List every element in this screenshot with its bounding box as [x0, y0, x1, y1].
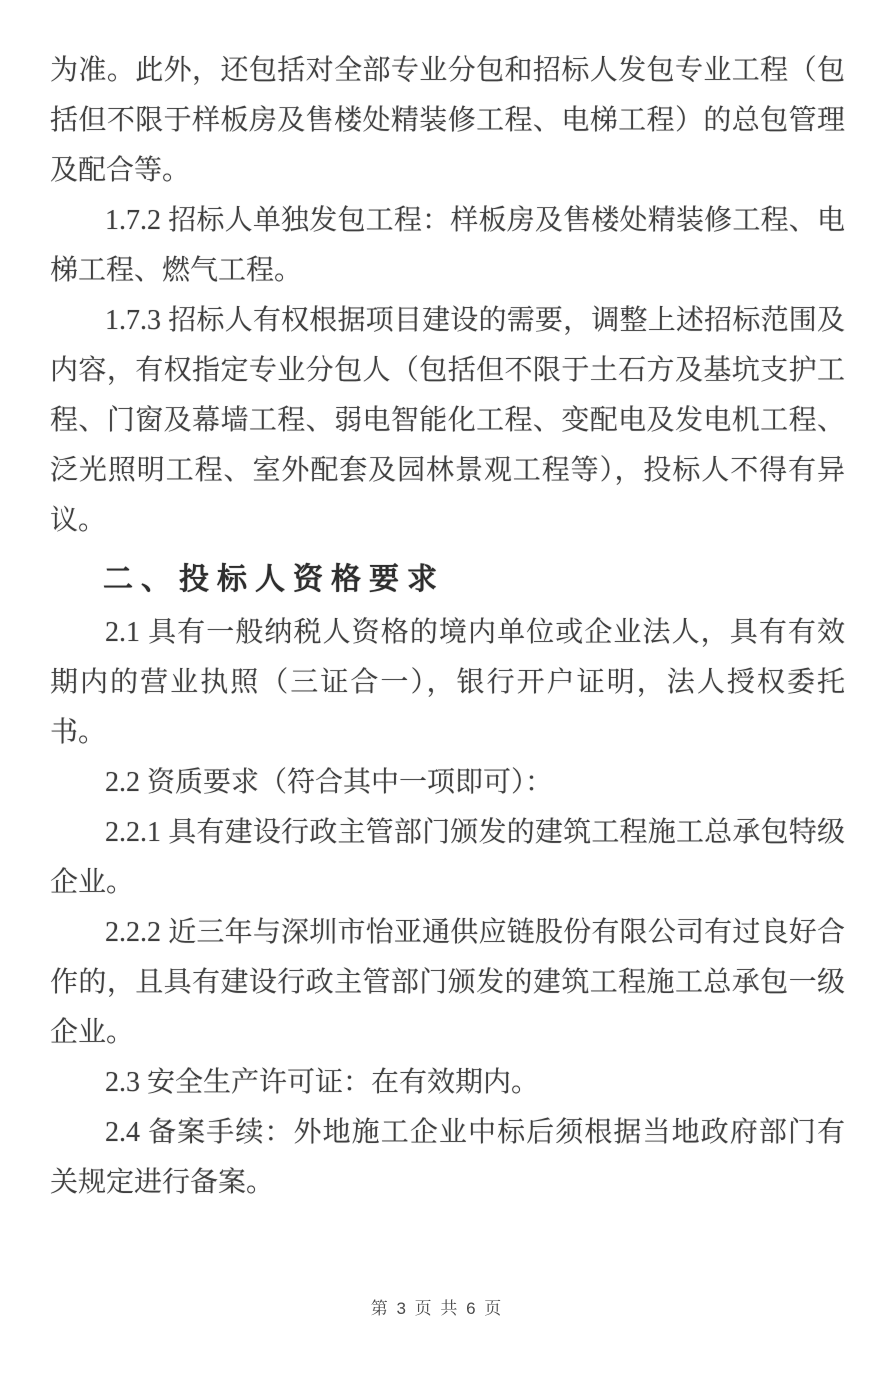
- paragraph-2-4: 2.4 备案手续：外地施工企业中标后须根据当地政府部门有关规定进行备案。: [50, 1117, 845, 1198]
- paragraph-2-2: 2.2 资质要求（符合其中一项即可）：: [105, 767, 554, 798]
- paragraph-2-2-2: 2.2.2 近三年与深圳市怡亚通供应链股份有限公司有过良好合作的，且具有建设行政主管部门颁发的建筑工程施工总承包一级企业。: [50, 917, 845, 1048]
- paragraph-continuation: 为准。此外，还包括对全部专业分包和招标人发包专业工程（包括但不限于样板房及售楼处精装修工程、电梯工程）的总包管理及配合等。: [50, 55, 845, 186]
- section-heading-bidder-qualifications: 二、投标人资格要求: [103, 563, 445, 596]
- document-body: [50, 46, 845, 1208]
- paragraph-1-7-2: 1.7.2 招标人单独发包工程：样板房及售楼处精装修工程、电梯工程、燃气工程。: [50, 205, 845, 286]
- page-number: 第 3 页 共 6 页: [370, 1299, 504, 1318]
- paragraph-2-2-1: 2.2.1 具有建设行政主管部门颁发的建筑工程施工总承包特级企业。: [50, 817, 845, 898]
- paragraph-2-1: 2.1 具有一般纳税人资格的境内单位或企业法人，具有有效期内的营业执照（三证合一），银行开户证明，法人授权委托书。: [50, 617, 845, 748]
- paragraph-2-3: 2.3 安全生产许可证：在有效期内。: [105, 1067, 540, 1098]
- paragraph-1-7-3: 1.7.3 招标人有权根据项目建设的需要，调整上述招标范围及内容，有权指定专业分包人（包括但不限于土石方及基坑支护工程、门窗及幕墙工程、弱电智能化工程、变配电及发电机工程、泛光照明工程、室外配套及园林景观工程等），投标人不得有异议。: [50, 305, 845, 536]
